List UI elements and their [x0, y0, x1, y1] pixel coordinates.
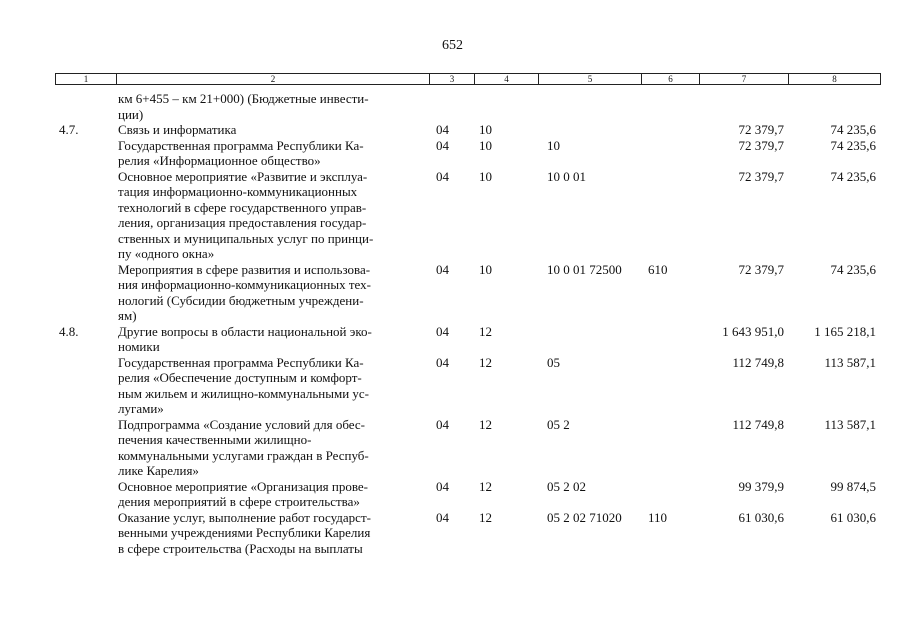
description-line: коммунальными услугами граждан в Респуб- [118, 447, 369, 463]
amount-year-2: 113 587,1 [824, 416, 876, 432]
description-line: технологий в сфере государственного управ- [118, 199, 367, 215]
amount-year-1: 99 379,9 [738, 478, 784, 494]
description-line: Основное мероприятие «Развитие и эксплуа- [118, 168, 368, 184]
target-article-code: 05 2 [547, 416, 570, 432]
amount-year-1: 61 030,6 [738, 509, 784, 525]
amount-year-1: 112 749,8 [732, 416, 784, 432]
subsection-code: 12 [479, 323, 492, 339]
amount-year-2: 113 587,1 [824, 354, 876, 370]
amount-year-2: 61 030,6 [830, 509, 876, 525]
row-description [118, 122, 418, 138]
amount-year-2: 74 235,6 [830, 137, 876, 153]
page-number: 652 [442, 38, 463, 53]
target-article-code: 05 2 02 [547, 478, 586, 494]
subsection-code: 12 [479, 509, 492, 525]
subsection-code: 12 [479, 416, 492, 432]
expense-type-code: 610 [648, 261, 668, 277]
description-line: Основное мероприятие «Организация прове- [118, 478, 369, 494]
description-line: тация информационно-коммуникационных [118, 184, 358, 199]
column-header-4: 4 [475, 74, 539, 84]
table-row [55, 479, 881, 510]
row-description [118, 417, 418, 479]
amount-year-2: 74 235,6 [830, 122, 876, 137]
description-line: ния информационно-коммуникационных тех- [118, 277, 371, 292]
table-row [55, 169, 881, 262]
target-article-code: 05 [547, 354, 560, 370]
section-code: 04 [436, 509, 449, 525]
section-code: 04 [436, 478, 449, 494]
row-description [118, 138, 418, 169]
description-line: в сфере строительства (Расходы на выплаты [118, 540, 363, 556]
column-header-8: 8 [832, 74, 837, 84]
column-header-6: 6 [642, 74, 700, 84]
row-description [118, 262, 418, 324]
section-code: 04 [436, 323, 449, 339]
description-line: Оказание услуг, выполнение работ государст- [118, 509, 371, 525]
description-line: Подпрограмма «Создание условий для обес- [118, 416, 365, 432]
description-line: ям) [118, 308, 137, 323]
description-line: дения мероприятий в сфере строительства» [118, 494, 360, 509]
amount-year-1: 72 379,7 [738, 122, 784, 137]
table-row [55, 510, 881, 557]
description-line: лугами» [118, 401, 164, 416]
description-line: номики [118, 339, 160, 354]
amount-year-2: 1 165 218,1 [814, 323, 876, 339]
description-line: ления, организация предоставления государ- [118, 215, 367, 230]
subsection-code: 10 [479, 168, 492, 184]
description-line: ным жильем и жилищно-коммунальными ус- [118, 385, 369, 401]
section-code: 04 [436, 354, 449, 370]
table-row [55, 417, 881, 479]
table-row [55, 262, 881, 324]
row-description [118, 324, 418, 355]
column-header-7: 7 [700, 74, 789, 84]
description-line: венными учреждениями Республики Карелия [118, 525, 371, 540]
target-article-code: 05 2 02 71020 [547, 509, 622, 525]
table-row [55, 324, 881, 355]
description-line: Государственная программа Республики Ка- [118, 354, 364, 370]
amount-year-1: 72 379,7 [738, 137, 784, 153]
description-line: нологий (Субсидии бюджетным учреждени- [118, 292, 364, 308]
amount-year-2: 99 874,5 [830, 478, 876, 494]
subsection-code: 10 [479, 122, 492, 137]
description-line: релия «Обеспечение доступным и комфорт- [118, 370, 362, 385]
table-row [55, 91, 881, 122]
amount-year-1: 1 643 951,0 [722, 323, 784, 339]
table-row [55, 122, 881, 138]
target-article-code: 10 [547, 137, 560, 153]
description-line: лике Карелия» [118, 463, 199, 478]
section-code: 04 [436, 122, 449, 137]
description-line: Государственная программа Республики Ка- [118, 137, 364, 153]
amount-year-2: 74 235,6 [830, 168, 876, 184]
row-description [118, 510, 418, 557]
table-row [55, 355, 881, 417]
row-description [118, 91, 418, 122]
column-header-2: 2 [117, 74, 430, 84]
column-header-1: 1 [56, 74, 117, 84]
amount-year-2: 74 235,6 [830, 261, 876, 277]
description-line: пу «одного окна» [118, 246, 215, 261]
description-line: Связь и информатика [118, 122, 237, 137]
row-number: 4.8. [59, 323, 79, 339]
section-code: 04 [436, 261, 449, 277]
row-description [118, 169, 418, 262]
section-code: 04 [436, 168, 449, 184]
subsection-code: 10 [479, 261, 492, 277]
section-code: 04 [436, 416, 449, 432]
row-description [118, 479, 418, 510]
subsection-code: 12 [479, 354, 492, 370]
subsection-code: 10 [479, 137, 492, 153]
target-article-code: 10 0 01 [547, 168, 586, 184]
column-header-5: 5 [539, 74, 642, 84]
description-line: ственных и муниципальных услуг по принци- [118, 230, 374, 246]
description-line: ции) [118, 106, 144, 122]
row-number: 4.7. [59, 122, 79, 137]
column-header-3: 3 [430, 74, 475, 84]
table-row [55, 138, 881, 169]
description-line: км 6+455 – км 21+000) (Бюджетные инвести- [118, 91, 369, 106]
description-line: печения качественными жилищно- [118, 432, 312, 447]
amount-year-1: 72 379,7 [738, 261, 784, 277]
description-line: Мероприятия в сфере развития и использова- [118, 261, 371, 277]
subsection-code: 12 [479, 478, 492, 494]
description-line: релия «Информационное общество» [118, 153, 321, 168]
description-line: Другие вопросы в области национальной эко- [118, 323, 372, 339]
amount-year-1: 72 379,7 [738, 168, 784, 184]
table-body [55, 91, 881, 556]
expense-type-code: 110 [648, 509, 668, 525]
section-code: 04 [436, 137, 449, 153]
row-description [118, 355, 418, 417]
table-header [55, 73, 881, 85]
amount-year-1: 112 749,8 [732, 354, 784, 370]
target-article-code: 10 0 01 72500 [547, 261, 622, 277]
